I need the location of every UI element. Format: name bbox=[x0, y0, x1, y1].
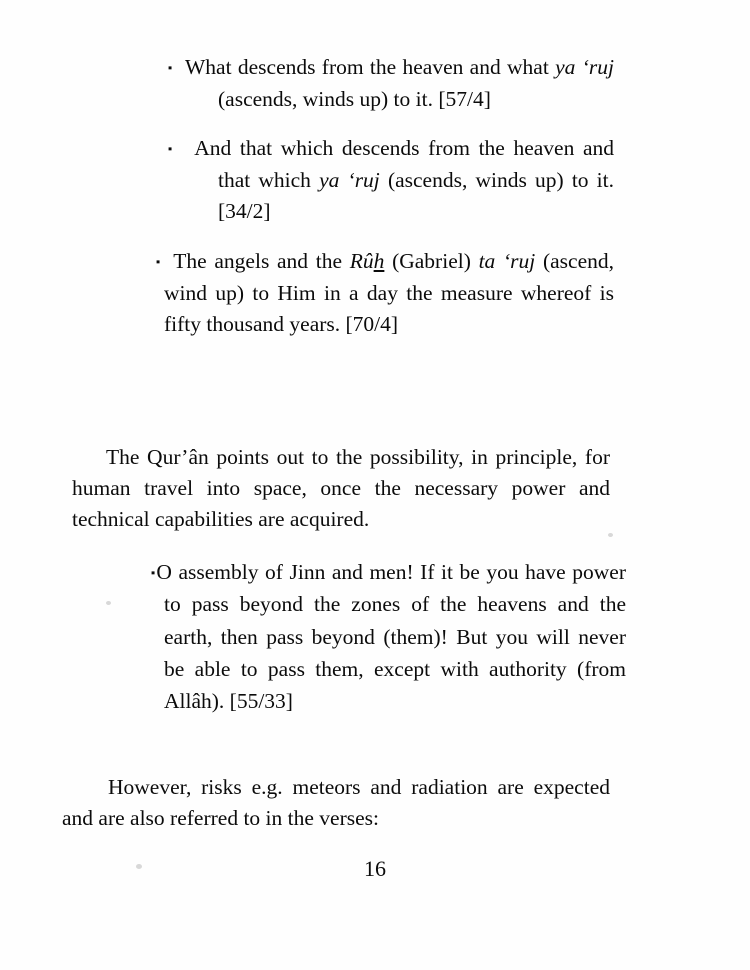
bullet-text-after: (ascends, winds up) to it. [34/2] bbox=[218, 167, 615, 224]
scan-speckle bbox=[106, 601, 111, 605]
bullet-text-before: And that which descends from the heaven and that which bbox=[194, 136, 614, 192]
verse-bullet-list bbox=[150, 52, 614, 341]
square-bullet-icon: ▪ bbox=[156, 254, 163, 269]
quote-jinn-and-men bbox=[151, 556, 626, 717]
bullet-text-middle: (Gabriel) bbox=[384, 248, 479, 273]
square-bullet-icon: ▪ bbox=[168, 141, 176, 156]
paragraph-quran-possibility: The Qur’ân points out to the possibility, in principle, for human travel into space, once the necessary power and technical capabilities are acquired. bbox=[72, 444, 610, 532]
square-bullet-icon: ▪ bbox=[151, 565, 157, 580]
bullet-text-before: The angels and the bbox=[173, 248, 350, 273]
transliteration-ta-ruj: ta ʻruj bbox=[478, 248, 536, 273]
page-number: 16 bbox=[364, 856, 386, 881]
transliteration-ya-ruj: ya ʻruj bbox=[555, 55, 614, 79]
paragraph-however-risks: However, risks e.g. meteors and radiation are expected and are also referred to in the verses: bbox=[62, 774, 610, 830]
bullet-text-before: What descends from the heaven and what bbox=[185, 55, 556, 79]
transliteration-ya-ruj: ya ʻruj bbox=[319, 167, 380, 192]
bullet-angels-ruh bbox=[150, 246, 614, 341]
quote-text: O assembly of Jinn and men! If it be you have power to pass beyond the zones of the heavens and the earth, then pass beyond (them)! But you will never be able to pass them, except with authority (from Allâh). [55/33] bbox=[156, 560, 626, 713]
transliteration-ruh: Rûh bbox=[349, 248, 385, 273]
bullet-text-after: (ascend, wind up) to Him in a day the measure whereof is fifty thousand years. [70/4] bbox=[164, 248, 614, 337]
bullet-heaven-ascends bbox=[150, 52, 614, 115]
square-bullet-icon: ▪ bbox=[168, 60, 174, 75]
bullet-text-after: (ascends, winds up) to it. [57/4] bbox=[218, 86, 491, 111]
bullet-that-which-descends bbox=[150, 133, 614, 228]
